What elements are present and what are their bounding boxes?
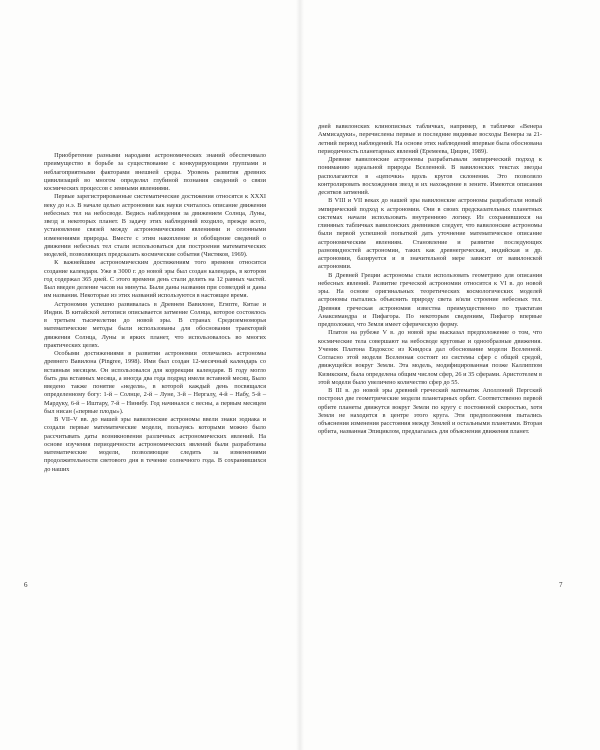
right-page-text [318,123,542,437]
paragraph: К важнейшим астрономическим достижениям того времени относится создание календаря. Уже в 3000 г. до новой эры был создан календарь, в котором год содержал 365 дней. С этого времени день стали делить на 12 равных частей. Был введен деление часов на минуты. Были даны названия при созвездий и даны им названия. Некоторые из этих названий используются в настоящее время. [44,259,266,300]
paragraph: В VIII и VII веках до нашей эры вавилонские астрономы разработали новый эмпирический подход к астрономии. Они в своих предсказательных планетных системах начали использовать внутреннюю логику. Из сохранившихся на глиняных табличках вавилонских дневников следует, что вавилонские астрономы были первой успешной попыткой дать уточнение математическое описание астрономическим явлениям. Становление и развитие последующих разновидностей астрономии, таких как древнегреческая, индийская и др. астрономии, базируется и в значительной мере зависит от вавилонской астрономии. [318,197,542,271]
page-number-right: 7 [559,581,563,589]
paragraph: Астрономия успешно развивалась в Древнем Вавилоне, Египте, Китае и Индии. В китайской летописи описывается затмение Солнца, которое состоялось в третьем тысячелетии до новой эры. В странах Средиземноморья математические методы были использованы для обоснования траекторий движения Солнца, Луны и ярких планет, что использовалось во многих практических целях. [44,300,266,349]
paragraph: Особыми достижениями в развитии астрономии отличались астрономы древнего Вавилона (Pingree, 1998). Ими был создан 12-месячный календарь со вставным месяцем. Он использовался для коррекции календаря. В году могло быть два вставных месяца, а иногда два года подряд имели вставной месяц. Было введено также понятие «неделя», в которой каждый день посвящался определенному богу: 1-й – Солнце, 2-й – Луне, 3-й – Нергалу, 4-й – Набу, 5-й – Мардуку, 6-й – Иштару, 7-й – Нинибу. Год начинался с весны, а первым месяцем был нисан («первые плоды»). [44,350,266,415]
paragraph: дней вавилонских клинописных табличках, например, в табличке «Венера Аммисадуки», перечислены первые и последние видимые восходы Венеры за 21-летний период наблюдений. На основе этих наблюдений впервые была обоснована периодичность планетарных явлений (Еремеева, Цицин, 1989). [318,123,542,155]
paragraph: Приобретение разными народами астрономических знаний обеспечивало преимущество в борьбе за существование с конкурирующими группами и неблагоприятными факторами внешней среды. Уровень развития древних цивилизаций во многом определял глубиной познания сведений о связи космических процессов с земными явлениями. [44,152,266,192]
page-number-left: 6 [24,581,28,589]
paragraph: Первые зарегистрированные систематические достижения относятся к XXXI веку до н.э. В начале целью астрономии как науки считалось описание движения небесных тел на небосводе. Ведись наблюдения за движением Солнца, Луны, звезд и некоторых планет. В задачу этих наблюдений входило, прежде всего, установление связей между астрономическими явлениями и сезонными изменениями природы. Вместе с этим накопление и обобщение сведений о движении небесных тел стали использоваться для построения математических моделей, позволяющих предсказать космические события (Чистяков, 1969). [44,193,266,258]
paragraph: Платон на рубеже V в. до новой эры высказал предположение о том, что космические тела совершают на небосводе круговые и однообразные движения. Ученик Платона Евдоксос из Книдоса дал обоснование модели Вселенной. Согласно этой модели Вселенная состоит из системы сфер с общей средой, движущейся вокруг Земли. Эта модель, модифицированная позже Каллиппом Кизикским, была определена общим числом сфер, 26 и 35 сферами. Аристотелем в этой модели было увеличено количество сфер до 55. [318,329,542,386]
paragraph: В III в. до новой эры древний греческий математик Аполлоний Пергский построил две геометрические модели планетарных орбит. Соответственно первой орбите планеты движутся вокруг Земли по кругу с постоянной скоростью, хотя Земля не находится в центре этого круга. Эти предположения пытались объяснения изменения расстояния между Землей и остальными планетами. Вторая орбита, названная Эпициклом, предлагалась для объяснения движения планет. [318,387,542,436]
paragraph: В VII–V вв. до нашей эры вавилонские астрономы ввели знаки зодиака и создали первые математические модели, пользуясь которыми можно было рассчитывать даты возникновения различных астрономических явлений. На основе изучения периодичности астрономических явлений были разработаны математические модели, позволяющие следить за изменениями продолжительности светового дня в течение солнечного года. В сохранившихся до наших [44,416,266,473]
left-page-text [44,152,266,474]
paragraph: Древние вавилонские астрономы разрабатывали эмпирический подход к пониманию идеальной природы Вселенной. В вавилонских текстах звезды располагаются в «цепочки» вдоль кругов склонения. Это позволяло контролировать восхождения звезд и их нахождение в зените. Имеются описания десятков затмений. [318,156,542,196]
paragraph: В Древней Греции астрономы стали использовать геометрию для описания небесных явлений. Развитие греческой астрономии относится к VI в. до новой эры. На основе оригинальных теоретических космологических моделей астрономы пытались объяснить природу света и/или строение небесных тел. Древняя греческая астрономия известна преимущественно по трактатам Анаксимандра и Пифагора. По некоторым сведениям, Пифагор впервые предположил, что Земля имеет сферическую форму. [318,271,542,328]
